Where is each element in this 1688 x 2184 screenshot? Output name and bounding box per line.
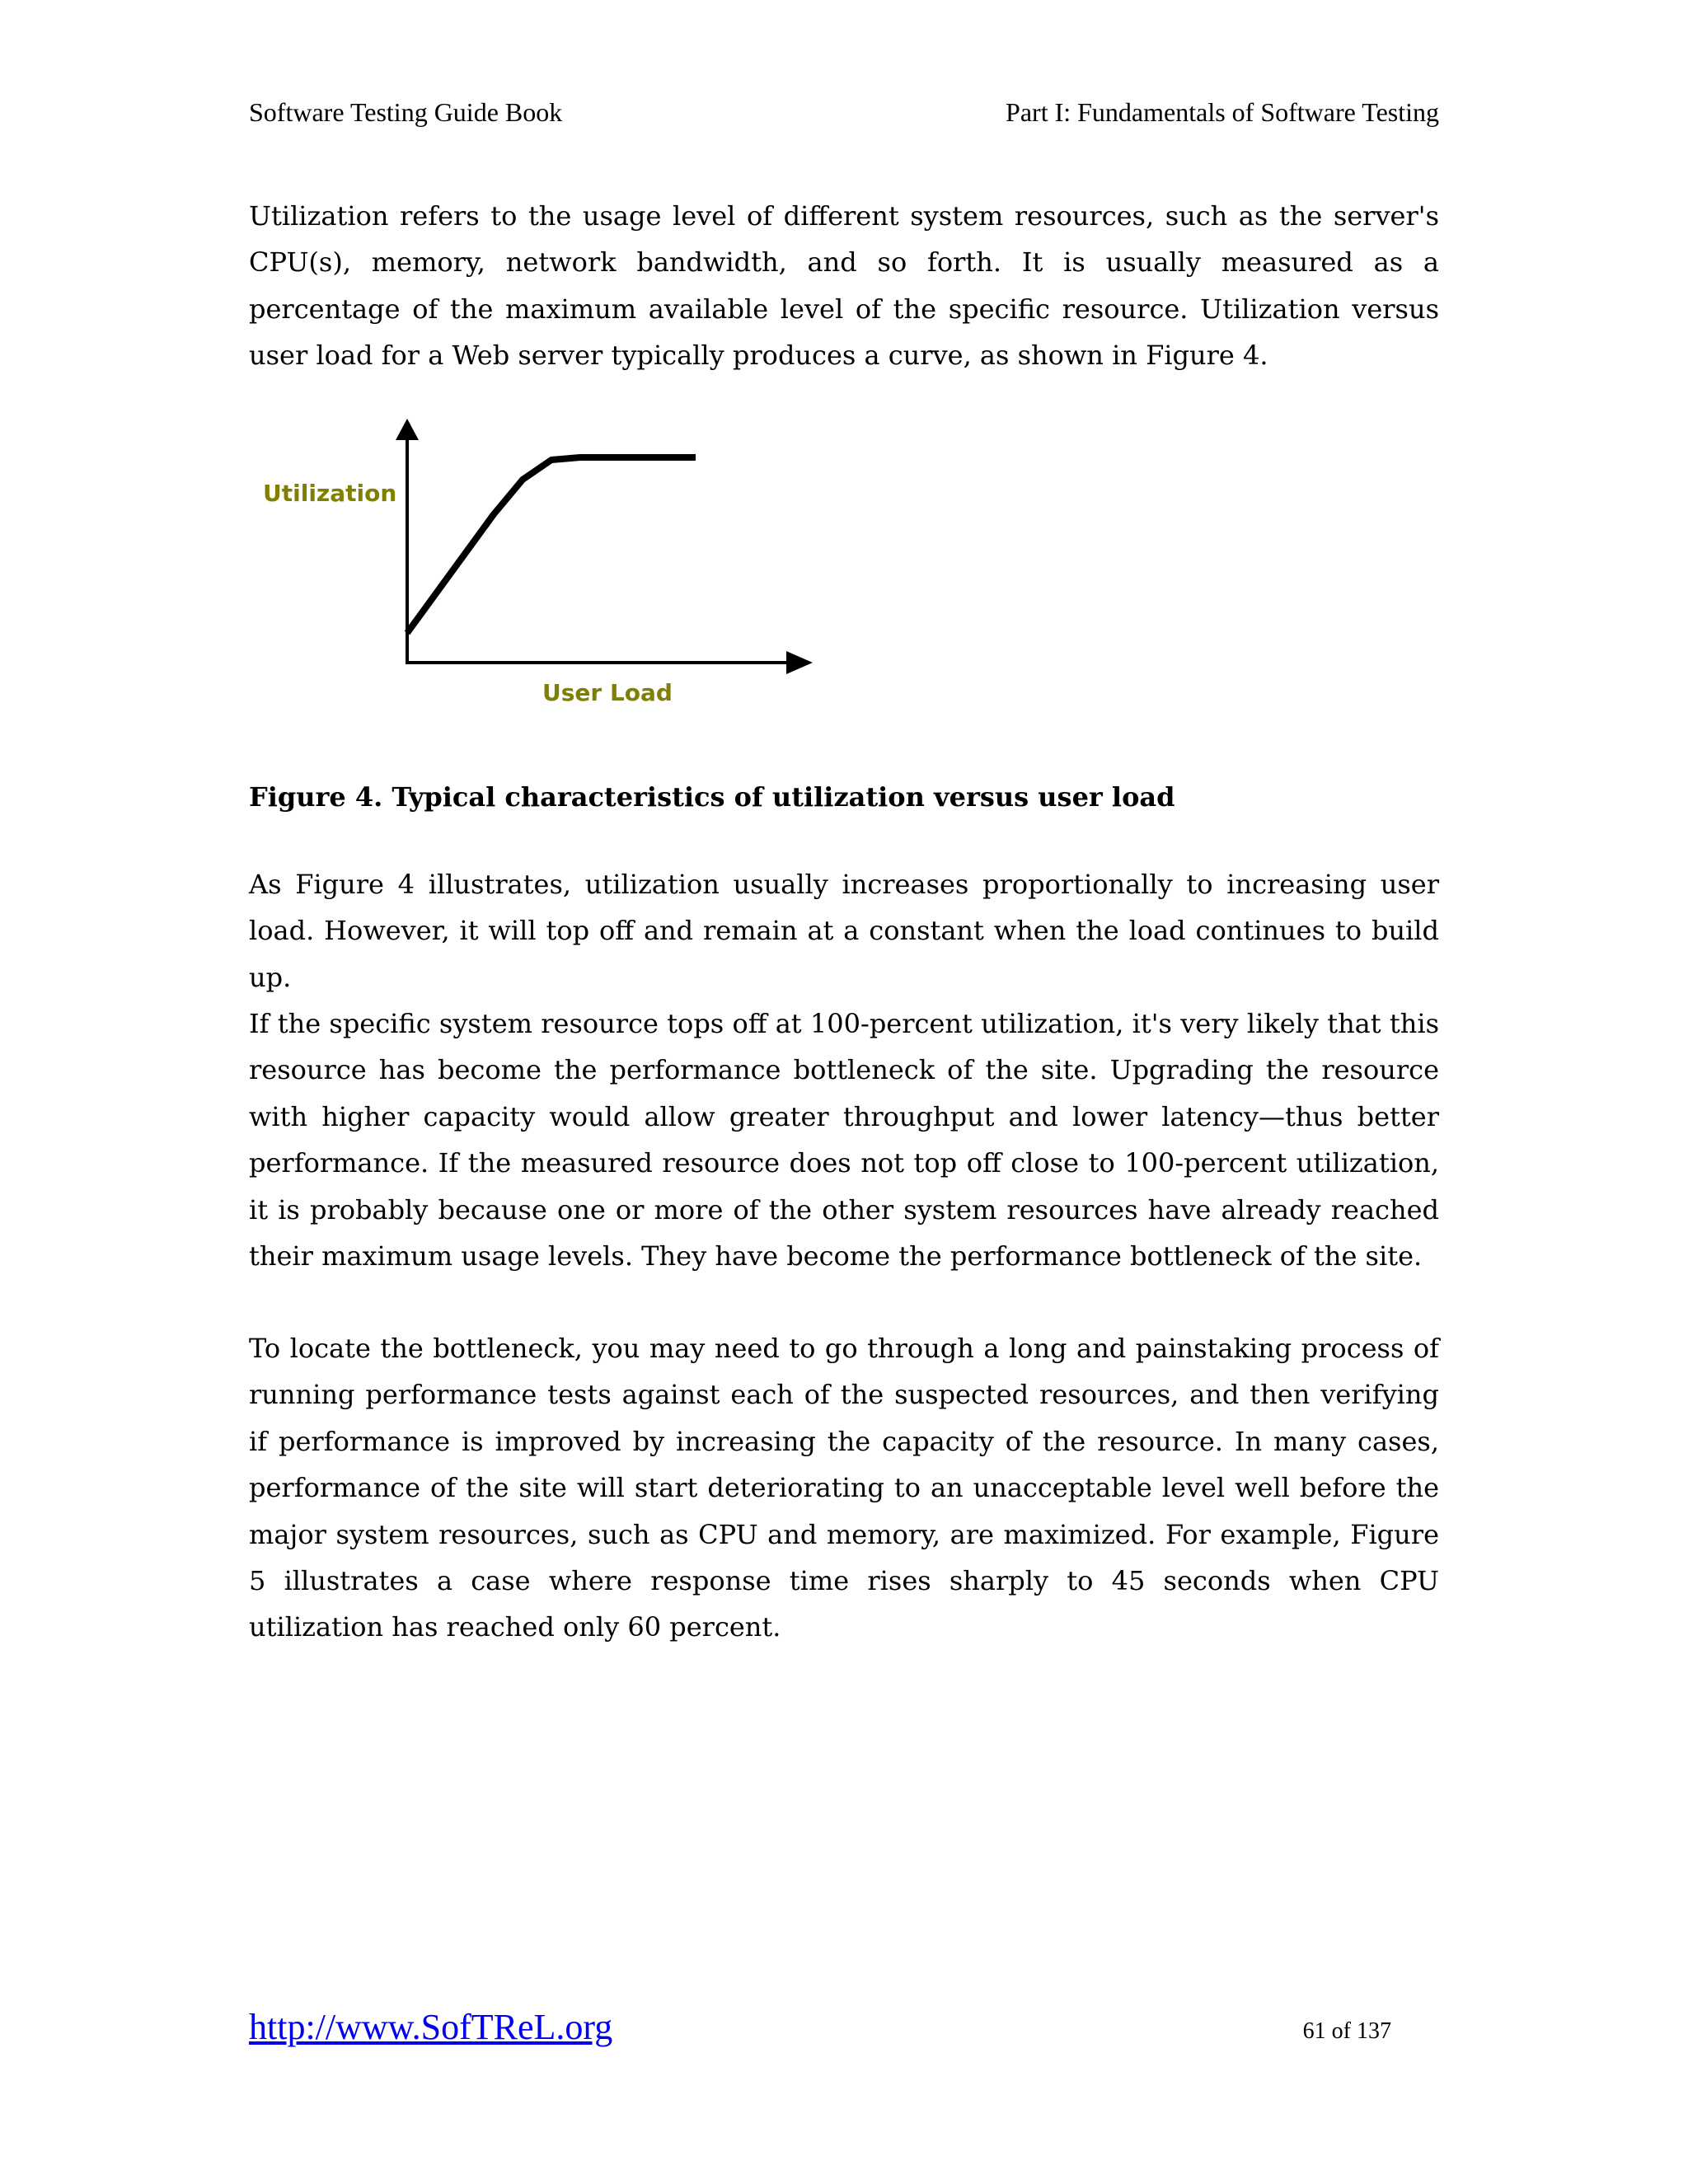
footer-website-link[interactable]: http://www.SofTReL.org: [249, 2007, 613, 2047]
paragraph-locating-bottleneck: To locate the bottleneck, you may need to go through a long and painstaking process of running performance tests against each of the suspected resources, and then verifying if performance is improved by increasing the capacity of the resource. In many cases, performance of the site will start deteriorating to an unacceptable level well before the major system resources, such as CPU and memory, are maximized. For example, Figure 5 illustrates a case where response time rises sharply to 45 seconds when CPU utilization has reached only 60 percent.: [249, 1333, 1439, 1643]
y-axis-label: Utilization: [263, 480, 397, 507]
paragraph-bottleneck: If the specific system resource tops off at 100-percent utilization, it's very likely that this resource has become the performance bottleneck of the site. Upgrading the resource with higher capacity would allow greater throughput and lower latency—thus better performance. If the measured resource does not top off close to 100-percent utilization, it is probably because one or more of the other system resources have already reached their maximum usage levels. They have become the performance bottleneck of the site.: [249, 1008, 1439, 1272]
figure-caption: Figure 4. Typical characteristics of utilization versus user load: [249, 781, 1175, 813]
running-header-title: Software Testing Guide Book: [249, 97, 563, 127]
y-axis-arrow-icon: [396, 419, 419, 440]
x-axis-arrow-icon: [786, 651, 813, 674]
x-axis-label: User Load: [542, 679, 673, 706]
paragraph-utilization-definition: Utilization refers to the usage level of different system resources, such as the server's CPU(s), memory, network bandwidth, and so forth. It is usually measured as a percentage of the maximum available level of the specific resource. Utilization versus user load for a Web server typically produces a curve, as shown in Figure 4.: [249, 200, 1439, 372]
running-header-section: Part I: Fundamentals of Software Testing: [1006, 97, 1439, 127]
page-number: 61 of 137: [1302, 2018, 1391, 2044]
paragraph-figure-explanation: As Figure 4 illustrates, utilization usually increases proportionally to increasing user load. However, it will top off and remain at a constant when the load continues to build up.: [249, 869, 1439, 993]
utilization-curve: [407, 457, 696, 633]
utilization-chart: [247, 412, 841, 717]
